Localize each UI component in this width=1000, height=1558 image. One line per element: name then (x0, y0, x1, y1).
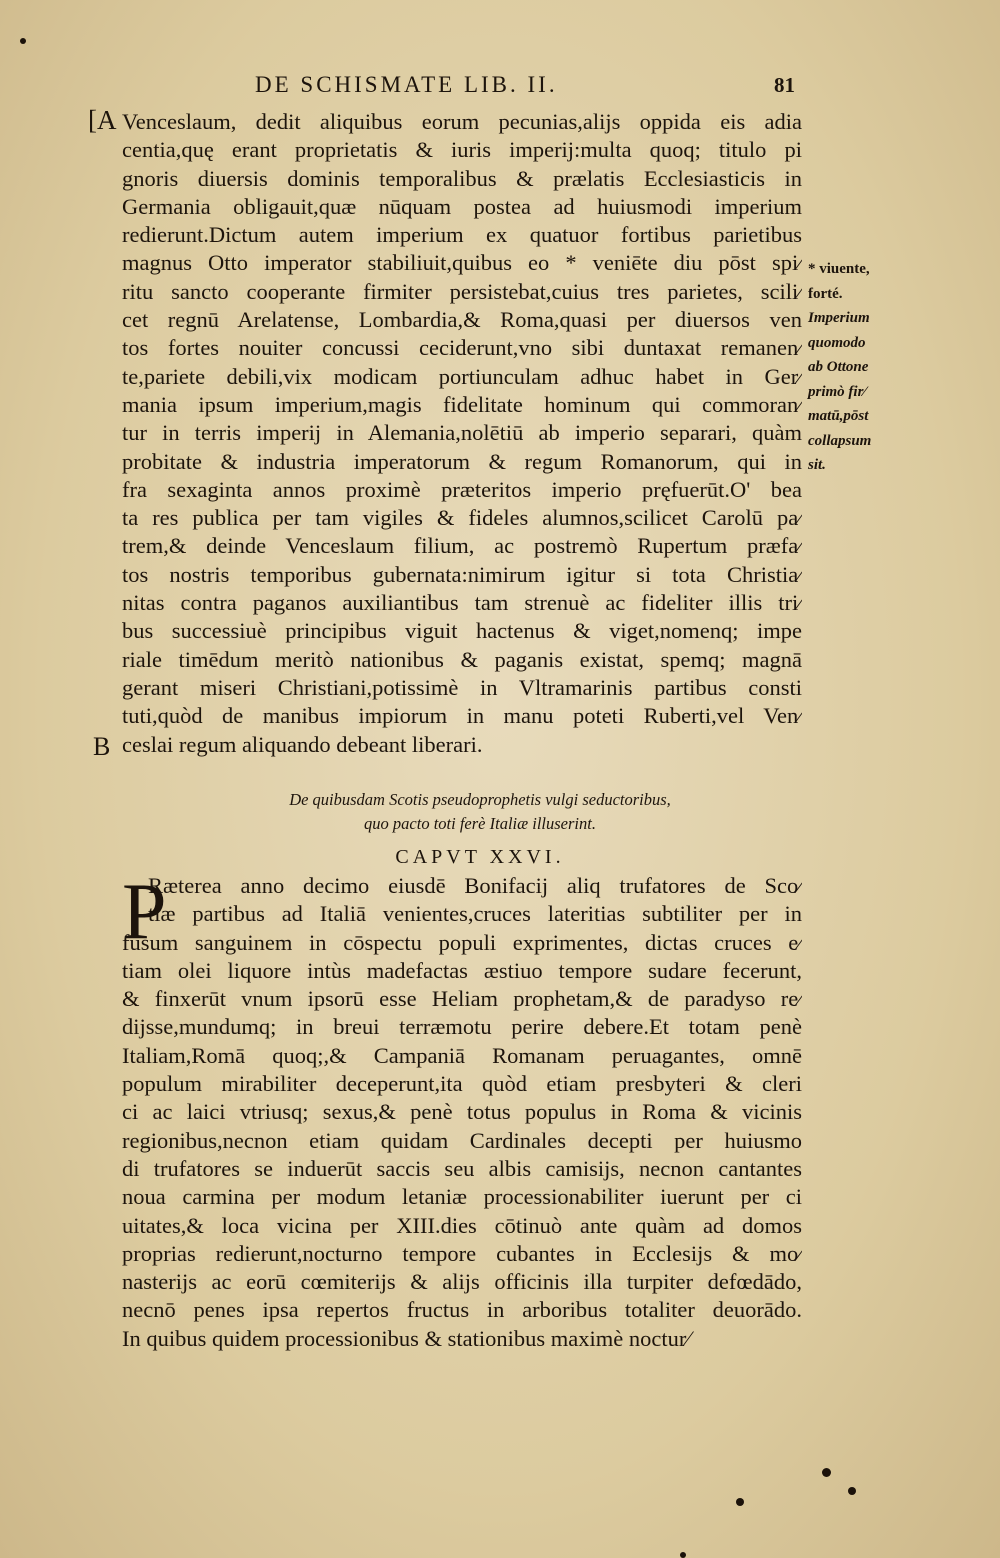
text-line: tur in terris imperij in Alemania,nolētiū ab imperio separari, quàm (122, 420, 802, 446)
text-line: tiam olei liquore intùs madefactas æstiuo tempore sudare fecerunt, (122, 957, 802, 983)
paragraph-1 (122, 108, 802, 759)
ink-spot (680, 1552, 686, 1558)
text-line: mania ipsum imperium,magis fidelitate hominum qui commoran⁄ (122, 391, 802, 417)
margin-note-line: primò fir⁄ (808, 383, 866, 400)
text-line: cet regnū Arelatense, Lombardia,& Roma,quasi per diuersos ven (122, 307, 802, 333)
text-line: tos nostris temporibus gubernata:nimirum igitur si tota Christia⁄ (122, 561, 802, 587)
running-head-title: DE SCHISMATE LIB. II. (255, 72, 558, 97)
text-line: dijsse,mundumq; in breui terræmotu perire debere.Et totam penè (122, 1014, 802, 1040)
text-line: tuti,quòd de manibus impiorum in manu poteti Ruberti,vel Ven⁄ (122, 703, 802, 729)
text-line: nasterijs ac eorū cœmiterijs & alijs officinis illa turpiter defœdādo, (122, 1269, 802, 1295)
margin-notes (808, 257, 908, 478)
margin-note-line: ab Ottone (808, 359, 869, 375)
ink-spot (20, 38, 26, 44)
margin-note-line: * viuente, (808, 261, 870, 277)
margin-note-line: forté. (808, 285, 843, 302)
text-line: noua carmina per modum letaniæ processionabiliter iuerunt per ci (122, 1184, 802, 1210)
text-line: di trufatores se induerūt saccis seu albis camisijs, necnon cantantes (122, 1155, 802, 1181)
text-line: trem,& deinde Venceslaum filium, ac postremò Rupertum præfa⁄ (122, 533, 802, 559)
text-line: Venceslaum, dedit aliquibus eorum pecunias,alijs oppida eis adia (122, 109, 802, 134)
text-line: uitates,& loca vicina per XIII.dies cōtinuò ante quàm ad domos (122, 1212, 802, 1238)
ink-spot (848, 1487, 856, 1495)
text-line: ta res publica per tam vigiles & fideles alumnos,scilicet Carolū pa⁄ (122, 505, 802, 531)
text-line: redierunt.Dictum autem imperium ex quatuor fortibus parietibus (122, 222, 802, 248)
text-line: fra sexaginta annos proximè præteritos imperio pręfuerūt.O' bea (122, 476, 802, 502)
page-number: 81 (774, 73, 795, 97)
chapter-title: CAPVT XXVI. (395, 846, 565, 868)
ink-spot (822, 1468, 831, 1477)
margin-note-line: sit. (808, 457, 826, 473)
text-line: centia,quę erant proprietatis & iuris imperij:multa quoq; titulo pi (122, 137, 802, 163)
drop-cap: P (122, 868, 167, 956)
text-line: fusum sanguinem in cōspectu populi exprimentes, dictas cruces e⁄ (122, 929, 802, 955)
ink-spot (736, 1498, 744, 1506)
text-line: Italiam,Romā quoq;,& Campaniā Romanam peruagantes, omnē (122, 1042, 802, 1068)
margin-note-line: quomodo (808, 334, 866, 351)
text-line: riale timēdum meritò nationibus & paganis existat, spemq; magnā (122, 646, 802, 672)
text-line: probitate & industria imperatorum & regum Romanorum, qui in (122, 448, 802, 474)
chapter-heading-line-1: De quibusdam Scotis pseudoprophetis vulgi seductoribus, (289, 790, 671, 809)
text-line: tos fortes nouiter concussi ceciderunt,vno sibi duntaxat remanen⁄ (122, 335, 802, 361)
paragraph-2 (122, 868, 802, 1353)
text-line: Ræterea anno decimo eiusdē Bonifacij aliq trufatores de Sco⁄ (148, 873, 802, 898)
text-line: nitas contra paganos auxiliantibus tam strenuè ac fideliter illis tri⁄ (122, 590, 802, 616)
text-line: tiæ partibus ad Italiā venientes,cruces lateritias subtiliter per in (148, 901, 802, 927)
margin-note-line: matū,pōst (808, 408, 869, 424)
text-line: ritu sancto cooperante firmiter persistebat,cuius tres parietes, scili⁄ (122, 278, 802, 304)
text-line: & finxerūt vnum ipsorū esse Heliam prophetam,& de paradyso re⁄ (122, 986, 802, 1012)
text-line: necnō penes ipsa repertos fructus in arboribus totaliter deuorādo. (122, 1297, 802, 1323)
text-line: Germania obligauit,quæ nūquam postea ad huiusmodi imperium (122, 193, 802, 219)
text-line: proprias redierunt,nocturno tempore cubantes in Ecclesijs & mo⁄ (122, 1240, 802, 1266)
section-marker-b: B (93, 732, 111, 761)
section-marker-a: [A (88, 105, 117, 135)
text-line: te,pariete debili,vix modicam portiunculam adhuc habet in Ger⁄ (122, 363, 802, 389)
chapter-heading-line-2: quo pacto toti ferè Italiæ illuserint. (364, 814, 596, 833)
running-head (255, 72, 795, 98)
text-line: bus successiuè principibus viguit hactenus & viget,nomenq; impe (122, 618, 802, 644)
text-line: populum mirabiliter deceperunt,ita quòd etiam presbyteri & cleri (122, 1071, 802, 1097)
text-line: gerant miseri Christiani,potissimè in Vltramarinis partibus consti (122, 674, 802, 700)
text-line: ceslai regum aliquando debeant liberari. (122, 731, 483, 757)
text-line: gnoris diuersis dominis temporalibus & prælatis Ecclesiasticis in (122, 165, 802, 191)
margin-note-line: Imperium (808, 310, 870, 326)
text-line: magnus Otto imperator stabiliuit,quibus eo * veniēte diu pōst spi⁄ (122, 250, 802, 276)
text-line: ci ac laici vtriusq; sexus,& penè totus populus in Roma & vicinis (122, 1099, 802, 1125)
text-line: In quibus quidem processionibus & stationibus maximè noctur⁄ (122, 1325, 691, 1351)
margin-note-line: collapsum (808, 432, 872, 449)
text-line: regionibus,necnon etiam quidam Cardinales decepti per huiusmo (122, 1127, 802, 1153)
